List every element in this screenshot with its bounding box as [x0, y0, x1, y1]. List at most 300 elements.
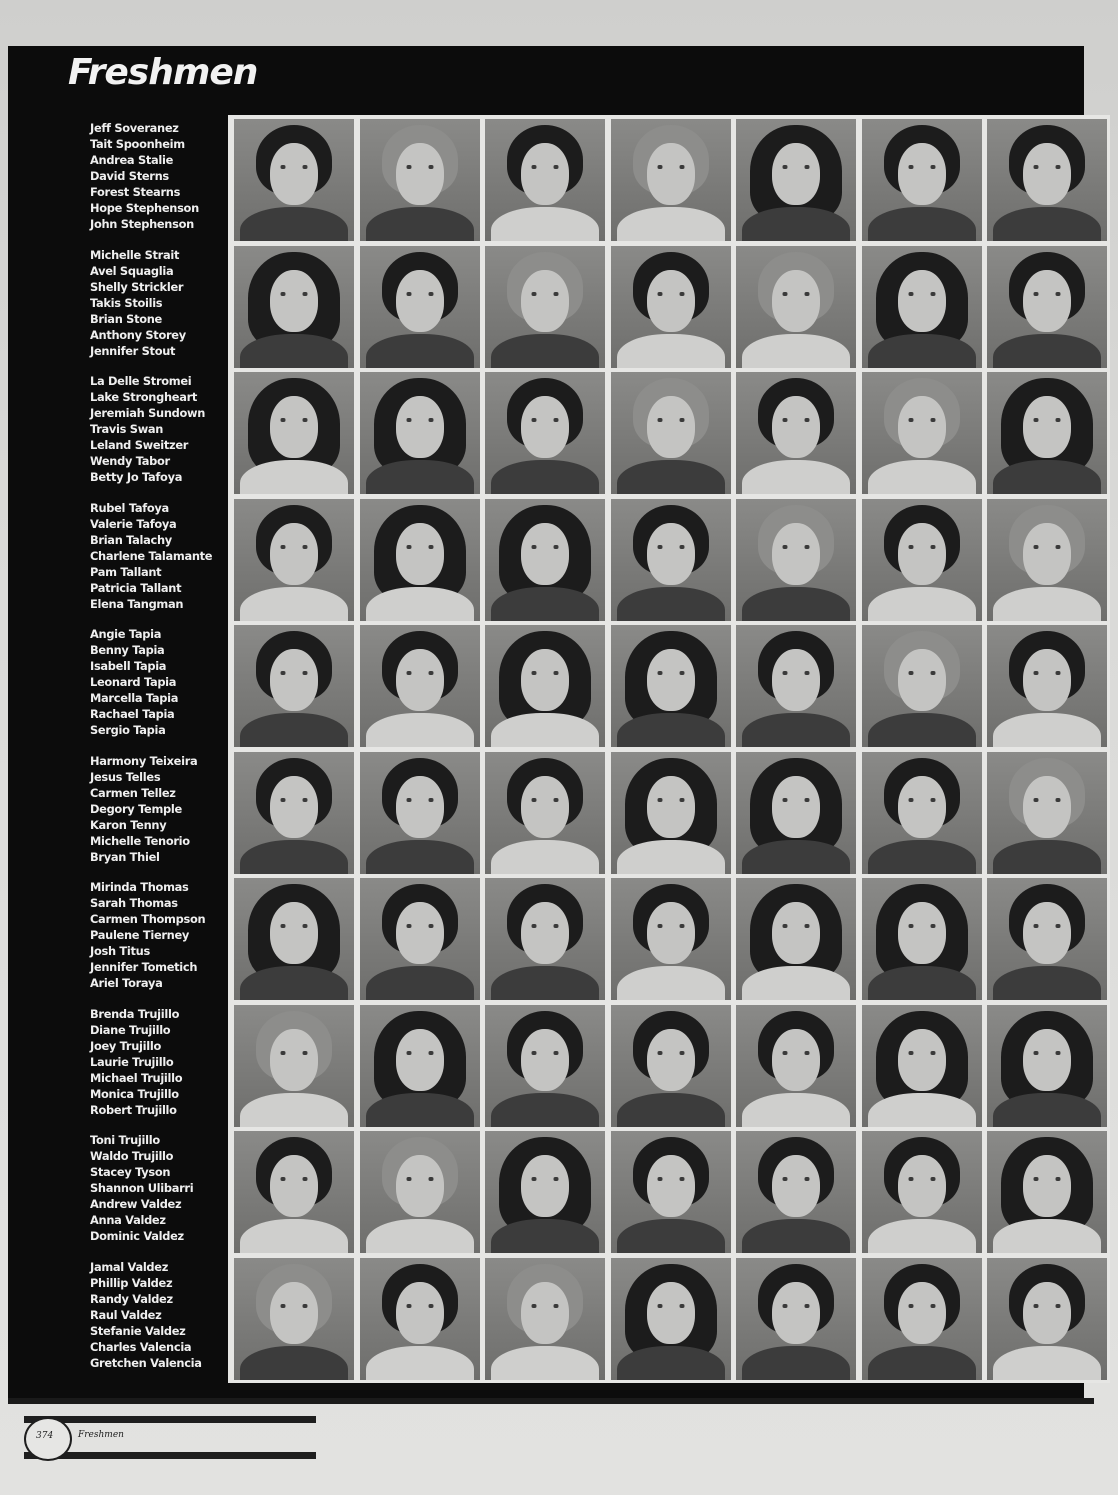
student-name: Michelle Tenorio [90, 833, 190, 848]
portrait-face [270, 396, 318, 458]
student-portrait [862, 1005, 982, 1127]
student-portrait [862, 752, 982, 874]
portrait-shirt [491, 1346, 599, 1380]
portrait-face [772, 776, 820, 838]
portrait-eyes [530, 798, 560, 802]
portrait-face [898, 776, 946, 838]
portrait-eyes [279, 924, 309, 928]
student-portrait [987, 878, 1107, 1000]
student-portrait [862, 246, 982, 368]
portrait-face [1023, 1282, 1071, 1344]
student-name: Shelly Strickler [90, 279, 184, 294]
student-portrait [736, 878, 856, 1000]
portrait-face [270, 270, 318, 332]
portrait-face [270, 1155, 318, 1217]
portrait-eyes [907, 1177, 937, 1181]
portrait-shirt [366, 460, 474, 494]
portrait-face [1023, 1155, 1071, 1217]
portrait-face [521, 1029, 569, 1091]
portrait-shirt [993, 966, 1101, 1000]
student-portrait [987, 625, 1107, 747]
portrait-shirt [240, 1346, 348, 1380]
portrait-face [898, 143, 946, 205]
portrait-shirt [491, 1093, 599, 1127]
student-name: Harmony Teixeira [90, 753, 198, 768]
portrait-eyes [1032, 1177, 1062, 1181]
portrait-face [647, 270, 695, 332]
portrait-eyes [279, 418, 309, 422]
portrait-shirt [366, 207, 474, 241]
portrait-eyes [907, 1304, 937, 1308]
student-portrait [736, 499, 856, 621]
portrait-face [521, 396, 569, 458]
portrait-face [772, 1155, 820, 1217]
student-portrait [987, 119, 1107, 241]
student-name: Charlene Talamante [90, 548, 213, 563]
portrait-shirt [742, 1093, 850, 1127]
student-name: Laurie Trujillo [90, 1054, 174, 1069]
portrait-face [898, 1155, 946, 1217]
student-portrait [862, 119, 982, 241]
portrait-shirt [742, 1346, 850, 1380]
portrait-face [1023, 649, 1071, 711]
portrait-eyes [656, 798, 686, 802]
portrait-shirt [742, 966, 850, 1000]
portrait-shirt [868, 713, 976, 747]
footer-rule-bottom [24, 1452, 316, 1459]
portrait-shirt [491, 966, 599, 1000]
portrait-eyes [907, 292, 937, 296]
portrait-face [647, 523, 695, 585]
portrait-face [898, 1282, 946, 1344]
student-portrait [611, 119, 731, 241]
portrait-face [1023, 143, 1071, 205]
student-portrait [611, 625, 731, 747]
portrait-face [1023, 776, 1071, 838]
student-portrait [360, 1005, 480, 1127]
portrait-face [772, 396, 820, 458]
portrait-face [898, 902, 946, 964]
name-group [90, 1132, 240, 1244]
student-portrait [862, 499, 982, 621]
student-portrait [234, 878, 354, 1000]
portrait-face [1023, 1029, 1071, 1091]
portrait-face [396, 270, 444, 332]
portrait-shirt [491, 840, 599, 874]
portrait-shirt [366, 840, 474, 874]
student-name: Jennifer Tometich [90, 960, 198, 974]
portrait-eyes [656, 292, 686, 296]
student-name: Karon Tenny [90, 817, 167, 832]
student-portrait [234, 372, 354, 494]
portrait-face [396, 1029, 444, 1091]
portrait-face [647, 1029, 695, 1091]
student-name: Raul Valdez [90, 1307, 162, 1322]
student-portrait [234, 246, 354, 368]
student-name: Anthony Storey [90, 327, 186, 342]
portrait-face [772, 1282, 820, 1344]
portrait-eyes [405, 798, 435, 802]
student-portrait [611, 372, 731, 494]
student-portrait [360, 246, 480, 368]
student-name: Andrea Stalie [90, 153, 174, 167]
student-portrait [360, 1258, 480, 1380]
student-name: Patricia Tallant [90, 580, 182, 595]
student-name: Anna Valdez [90, 1213, 166, 1227]
student-name: Michelle Strait [90, 247, 180, 262]
student-name: Joey Trujillo [90, 1038, 161, 1053]
portrait-shirt [868, 460, 976, 494]
portrait-eyes [907, 418, 937, 422]
portrait-face [772, 270, 820, 332]
student-portrait [234, 119, 354, 241]
portrait-eyes [907, 798, 937, 802]
student-name: Mirinda Thomas [90, 880, 189, 894]
portrait-face [521, 1155, 569, 1217]
portrait-eyes [279, 1304, 309, 1308]
student-portrait [611, 878, 731, 1000]
name-group [90, 879, 240, 991]
portrait-face [396, 143, 444, 205]
student-name: La Delle Stromei [90, 374, 192, 388]
name-group [90, 753, 240, 865]
portrait-eyes [1032, 924, 1062, 928]
portrait-shirt [617, 587, 725, 621]
portrait-face [396, 649, 444, 711]
portrait-eyes [279, 1177, 309, 1181]
portrait-eyes [781, 924, 811, 928]
portrait-shirt [366, 1346, 474, 1380]
student-portrait [862, 878, 982, 1000]
portrait-shirt [742, 1219, 850, 1253]
portrait-face [521, 523, 569, 585]
portrait-eyes [405, 292, 435, 296]
portrait-face [898, 270, 946, 332]
student-name: Toni Trujillo [90, 1133, 160, 1147]
student-portrait [862, 372, 982, 494]
portrait-eyes [279, 798, 309, 802]
student-name: Ariel Toraya [90, 976, 163, 990]
portrait-eyes [907, 924, 937, 928]
student-name: Jeff Soveranez [90, 121, 179, 135]
portrait-eyes [1032, 292, 1062, 296]
student-portrait [611, 246, 731, 368]
portrait-eyes [1032, 165, 1062, 169]
portrait-face [647, 1155, 695, 1217]
portrait-face [396, 1155, 444, 1217]
student-portrait [234, 1258, 354, 1380]
portrait-eyes [781, 671, 811, 675]
portrait-shirt [366, 334, 474, 368]
student-name: Pam Tallant [90, 564, 162, 579]
student-name: Sergio Tapia [90, 723, 166, 737]
portrait-eyes [656, 545, 686, 549]
student-portrait [611, 1131, 731, 1253]
portrait-eyes [656, 924, 686, 928]
page-number: 374 [36, 1431, 54, 1441]
student-name: Stacey Tyson [90, 1165, 171, 1179]
portrait-shirt [240, 207, 348, 241]
portrait-face [1023, 902, 1071, 964]
name-group [90, 1259, 240, 1371]
running-title: Freshmen [78, 1430, 124, 1440]
student-name: Brian Stone [90, 311, 162, 326]
portrait-face [898, 649, 946, 711]
portrait-shirt [742, 334, 850, 368]
portrait-face [898, 396, 946, 458]
student-name: John Stephenson [90, 217, 194, 231]
portrait-shirt [240, 1219, 348, 1253]
student-portrait [736, 372, 856, 494]
portrait-shirt [617, 460, 725, 494]
student-portrait [485, 119, 605, 241]
student-portrait [611, 752, 731, 874]
student-portrait [485, 372, 605, 494]
portrait-face [521, 649, 569, 711]
portrait-face [1023, 523, 1071, 585]
student-name: Rubel Tafoya [90, 500, 169, 515]
portrait-face [647, 396, 695, 458]
student-name: Jennifer Stout [90, 343, 176, 358]
page-title: Freshmen [68, 52, 258, 93]
student-name: Avel Squaglia [90, 263, 174, 278]
student-name: Carmen Thompson [90, 912, 206, 926]
portrait-face [270, 902, 318, 964]
student-portrait [862, 625, 982, 747]
portrait-eyes [405, 165, 435, 169]
student-portrait [736, 1258, 856, 1380]
portrait-shirt [617, 1093, 725, 1127]
portrait-eyes [907, 165, 937, 169]
portrait-face [396, 1282, 444, 1344]
portrait-face [270, 523, 318, 585]
portrait-face [521, 1282, 569, 1344]
portrait-eyes [1032, 545, 1062, 549]
portrait-face [521, 776, 569, 838]
student-name: Bryan Thiel [90, 849, 160, 864]
portrait-face [396, 776, 444, 838]
student-portrait [360, 625, 480, 747]
portrait-shirt [993, 207, 1101, 241]
portrait-eyes [530, 924, 560, 928]
portrait-shirt [491, 334, 599, 368]
student-portrait [485, 752, 605, 874]
student-portrait [611, 1258, 731, 1380]
portrait-eyes [1032, 1304, 1062, 1308]
student-name: Josh Titus [90, 944, 150, 958]
student-name: Monica Trujillo [90, 1086, 179, 1101]
portrait-face [270, 1282, 318, 1344]
portrait-eyes [656, 1304, 686, 1308]
portrait-eyes [279, 165, 309, 169]
portrait-eyes [907, 671, 937, 675]
student-portrait [234, 1131, 354, 1253]
student-portrait [736, 246, 856, 368]
portrait-eyes [530, 165, 560, 169]
student-name: Betty Jo Tafoya [90, 470, 183, 484]
portrait-face [647, 1282, 695, 1344]
student-portrait [485, 1258, 605, 1380]
name-group [90, 120, 240, 232]
portrait-shirt [742, 713, 850, 747]
portrait-eyes [907, 545, 937, 549]
student-name: Jesus Telles [90, 769, 161, 784]
student-name: Andrew Valdez [90, 1197, 182, 1211]
student-name: Randy Valdez [90, 1291, 173, 1306]
portrait-shirt [491, 1219, 599, 1253]
portrait-eyes [656, 418, 686, 422]
student-portrait [987, 1131, 1107, 1253]
portrait-eyes [405, 924, 435, 928]
portrait-face [772, 523, 820, 585]
student-portrait [485, 1005, 605, 1127]
footer-rule-top [24, 1416, 316, 1423]
student-portrait [736, 752, 856, 874]
student-name: Angie Tapia [90, 627, 162, 641]
student-portrait [987, 1258, 1107, 1380]
student-name: Leland Sweitzer [90, 438, 189, 452]
portrait-shirt [868, 207, 976, 241]
student-portrait [485, 499, 605, 621]
portrait-shirt [742, 207, 850, 241]
portrait-face [1023, 270, 1071, 332]
portrait-eyes [279, 545, 309, 549]
portrait-face [772, 649, 820, 711]
student-portrait [987, 1005, 1107, 1127]
student-name: David Sterns [90, 169, 169, 183]
portrait-shirt [993, 840, 1101, 874]
student-portrait [611, 1005, 731, 1127]
portrait-shirt [617, 1219, 725, 1253]
portrait-eyes [781, 165, 811, 169]
portrait-eyes [405, 545, 435, 549]
portrait-eyes [907, 1051, 937, 1055]
portrait-eyes [530, 1177, 560, 1181]
portrait-face [396, 902, 444, 964]
student-name: Shannon Ulibarri [90, 1181, 194, 1195]
portrait-shirt [868, 840, 976, 874]
portrait-eyes [656, 1177, 686, 1181]
portrait-eyes [1032, 1051, 1062, 1055]
portrait-eyes [530, 418, 560, 422]
portrait-eyes [405, 1051, 435, 1055]
portrait-shirt [617, 713, 725, 747]
portrait-face [270, 1029, 318, 1091]
student-name: Tait Spoonheim [90, 137, 185, 151]
portrait-shirt [617, 966, 725, 1000]
student-portrait [485, 878, 605, 1000]
student-portrait [611, 499, 731, 621]
student-name: Hope Stephenson [90, 201, 199, 215]
portrait-shirt [868, 587, 976, 621]
student-name: Takis Stoilis [90, 295, 163, 310]
student-portrait [485, 1131, 605, 1253]
portrait-shirt [491, 713, 599, 747]
student-portrait [360, 752, 480, 874]
student-portrait [234, 1005, 354, 1127]
student-name: Rachael Tapia [90, 707, 175, 721]
portrait-eyes [656, 671, 686, 675]
portrait-eyes [405, 418, 435, 422]
student-name: Michael Trujillo [90, 1070, 183, 1085]
portrait-shirt [742, 460, 850, 494]
student-name: Diane Trujillo [90, 1022, 171, 1037]
portrait-face [396, 396, 444, 458]
portrait-eyes [781, 798, 811, 802]
student-name: Degory Temple [90, 801, 182, 816]
student-portrait [234, 752, 354, 874]
portrait-eyes [1032, 671, 1062, 675]
portrait-shirt [240, 587, 348, 621]
student-portrait [234, 625, 354, 747]
portrait-eyes [781, 1051, 811, 1055]
student-name: Forest Stearns [90, 185, 181, 199]
name-group [90, 373, 240, 485]
portrait-shirt [240, 713, 348, 747]
student-name: Travis Swan [90, 422, 164, 436]
student-name: Phillip Valdez [90, 1275, 173, 1290]
portrait-shirt [240, 966, 348, 1000]
student-portrait [360, 499, 480, 621]
portrait-shirt [993, 1346, 1101, 1380]
student-portrait [862, 1258, 982, 1380]
student-portrait [736, 1131, 856, 1253]
student-portrait [485, 625, 605, 747]
student-name: Dominic Valdez [90, 1229, 184, 1243]
student-name: Paulene Tierney [90, 928, 190, 942]
portrait-shirt [366, 713, 474, 747]
portrait-eyes [1032, 798, 1062, 802]
student-portrait [360, 372, 480, 494]
student-name: Isabell Tapia [90, 659, 167, 673]
student-name: Gretchen Valencia [90, 1355, 202, 1370]
portrait-eyes [530, 1051, 560, 1055]
name-group [90, 1006, 240, 1118]
portrait-shirt [868, 966, 976, 1000]
portrait-face [898, 1029, 946, 1091]
portrait-face [772, 902, 820, 964]
student-portrait [360, 119, 480, 241]
student-name: Wendy Tabor [90, 454, 170, 468]
portrait-shirt [742, 587, 850, 621]
portrait-eyes [530, 671, 560, 675]
portrait-shirt [491, 460, 599, 494]
portrait-eyes [279, 1051, 309, 1055]
student-portrait [485, 246, 605, 368]
portrait-eyes [279, 671, 309, 675]
student-name: Robert Trujillo [90, 1102, 177, 1117]
portrait-eyes [781, 1304, 811, 1308]
portrait-face [647, 776, 695, 838]
portrait-face [521, 902, 569, 964]
student-portrait [360, 1131, 480, 1253]
portrait-eyes [530, 1304, 560, 1308]
student-portrait [987, 246, 1107, 368]
student-name: Brian Talachy [90, 532, 172, 547]
portrait-eyes [530, 292, 560, 296]
portrait-shirt [366, 966, 474, 1000]
portrait-eyes [405, 1304, 435, 1308]
portrait-face [772, 1029, 820, 1091]
portrait-shirt [240, 460, 348, 494]
portrait-face [647, 649, 695, 711]
portrait-shirt [993, 334, 1101, 368]
student-name: Leonard Tapia [90, 675, 177, 689]
student-name: Waldo Trujillo [90, 1149, 174, 1163]
student-name: Elena Tangman [90, 596, 184, 611]
student-portrait [987, 752, 1107, 874]
portrait-shirt [868, 1219, 976, 1253]
